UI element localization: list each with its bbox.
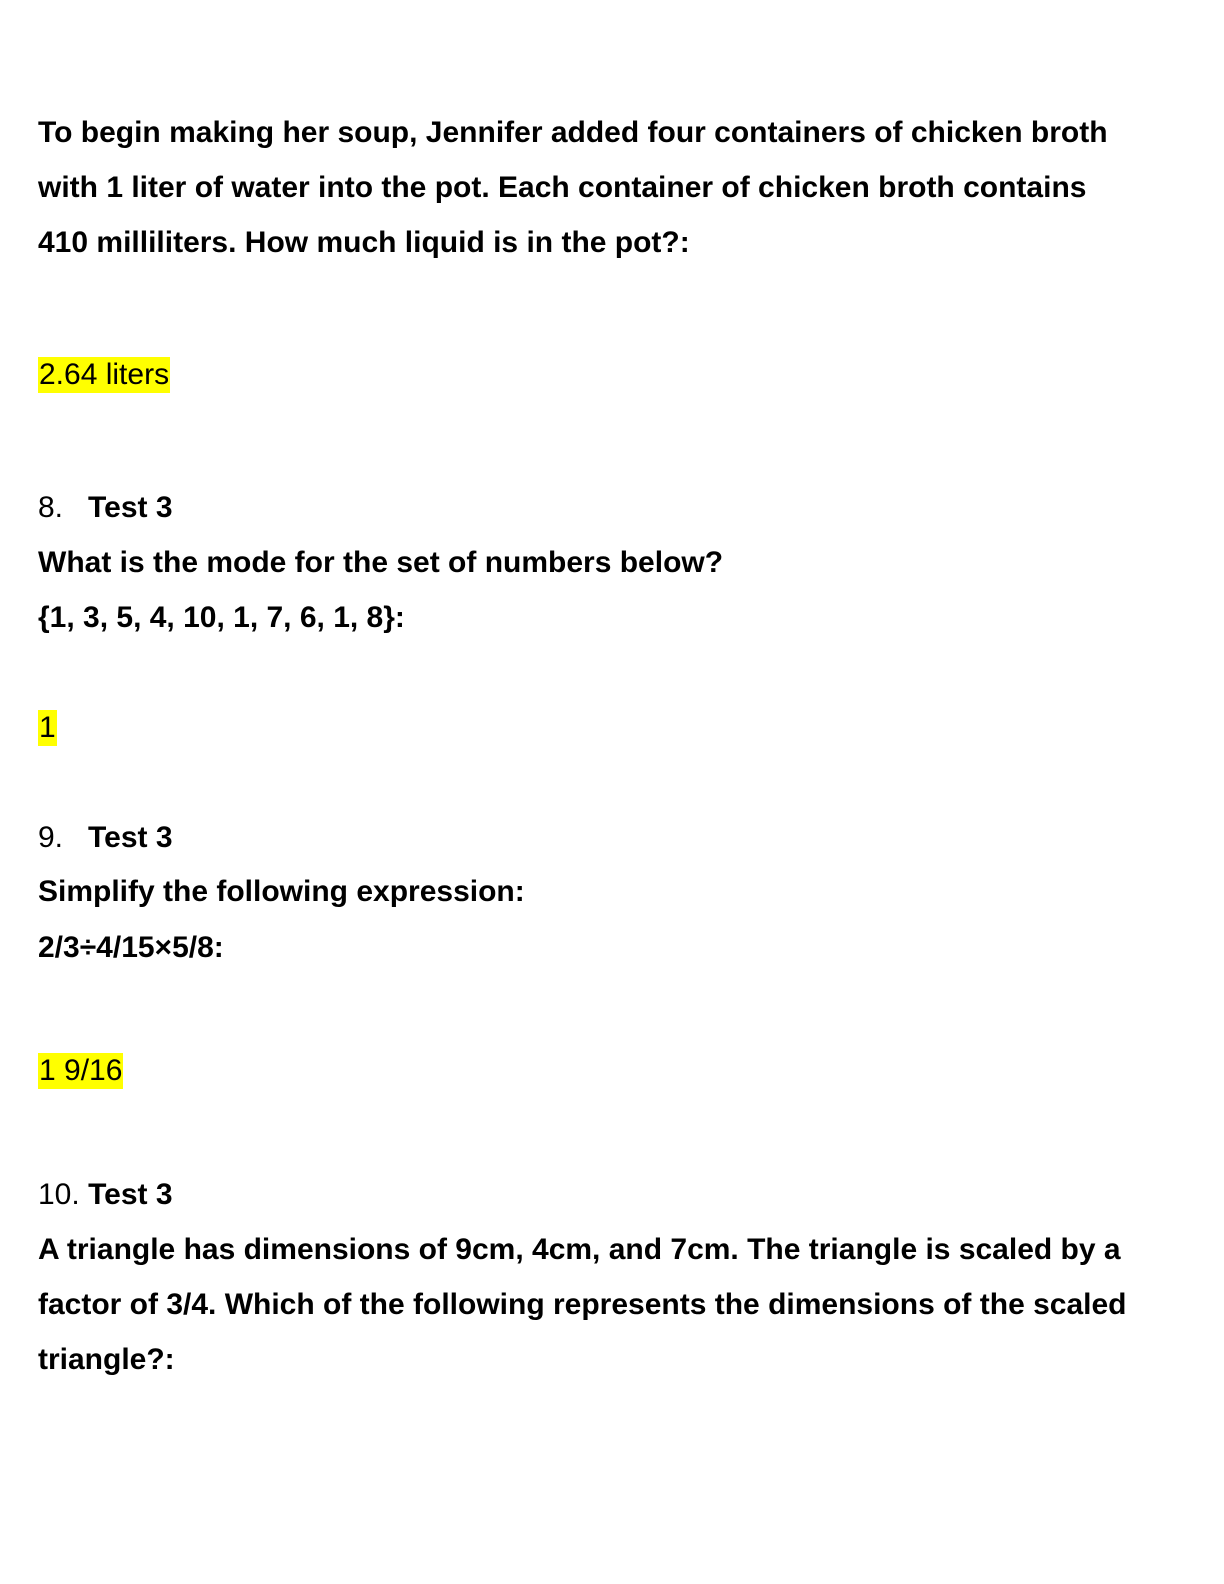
question-10-number: 10.: [38, 1178, 80, 1211]
question-8-text-line-2: {1, 3, 5, 4, 10, 1, 7, 6, 1, 8}:: [38, 601, 405, 634]
question-8-title: Test 3: [88, 491, 173, 524]
question-9-number: 9.: [38, 821, 64, 854]
question-9-text-line-2: 2/3÷4/15×5/8:: [38, 931, 224, 964]
question-7-text-line-1: To begin making her soup, Jennifer added four containers of chicken broth: [38, 116, 1108, 149]
question-10-title: Test 3: [88, 1178, 173, 1211]
question-8-header: [38, 490, 173, 526]
question-10-text-line-1: A triangle has dimensions of 9cm, 4cm, and 7cm. The triangle is scaled by a: [38, 1233, 1121, 1266]
question-10-text-line-2: factor of 3/4. Which of the following represents the dimensions of the scaled: [38, 1288, 1127, 1321]
question-8-number: 8.: [38, 491, 64, 524]
question-7-text-line-2: with 1 liter of water into the pot. Each container of chicken broth contains: [38, 171, 1087, 204]
question-9-header: [38, 820, 173, 856]
question-7-text-line-3: 410 milliliters. How much liquid is in the pot?:: [38, 226, 690, 259]
question-9-answer: 1 9/16: [39, 1054, 123, 1087]
question-9-title: Test 3: [88, 821, 173, 854]
question-8-answer: 1: [39, 711, 56, 744]
question-9-text-line-1: Simplify the following expression:: [38, 875, 525, 908]
question-10-text-line-3: triangle?:: [38, 1343, 175, 1376]
question-7-answer: 2.64 liters: [39, 358, 170, 391]
question-10-header: [38, 1177, 173, 1213]
question-8-text-line-1: What is the mode for the set of numbers below?: [38, 546, 724, 579]
